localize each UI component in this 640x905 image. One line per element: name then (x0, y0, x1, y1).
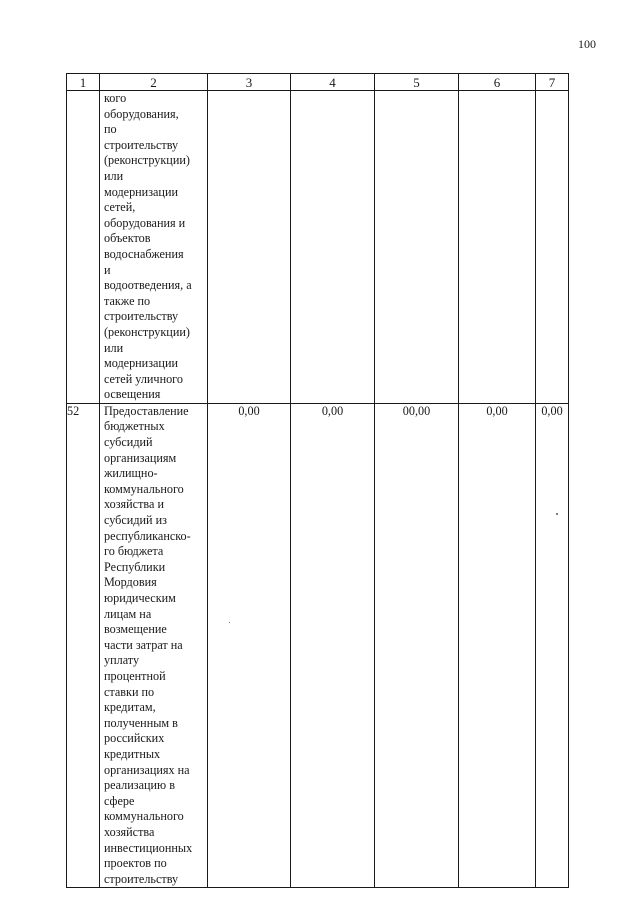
table-row-continuation (67, 91, 569, 404)
table-header-row (67, 74, 569, 91)
column-header-6: 6 (459, 74, 536, 91)
column-header-3: 3 (208, 74, 291, 91)
scan-speck (556, 513, 558, 515)
value-cell-col3: 0,00 (208, 403, 291, 887)
table-row-52 (67, 403, 569, 887)
value-cell-col4 (291, 91, 375, 404)
row-description: кого оборудования, по строительству (реконструкции) или модернизации сетей, оборудования и объектов водоснабжения и водоотведения, а также по строительству (реконструкции) или модернизации сетей уличного освещения (104, 91, 192, 402)
value-cell-col6: 0,00 (459, 403, 536, 887)
value-cell-col7: 0,00 (536, 403, 569, 887)
value-cell-col5 (375, 91, 459, 404)
value-cell-col4: 0,00 (291, 403, 375, 887)
scan-speck (229, 622, 230, 623)
value-cell-col7 (536, 91, 569, 404)
row-number-cell: 52 (67, 403, 100, 887)
description-cell (100, 91, 208, 404)
column-header-4: 4 (291, 74, 375, 91)
column-header-2: 2 (100, 74, 208, 91)
row-description: Предоставление бюджетных субсидий организациям жилищно- коммунального хозяйства и субсидий из республиканско- го бюджета Республики Мордовия юридическим лицам на возмещение части затрат на уплату процентной ставки по кредитам, полученным в российских кредитных организациях на реализацию в сфере коммунального хозяйства инвестиционных проектов по строительству (104, 403, 193, 886)
column-header-5: 5 (375, 74, 459, 91)
page-number: 100 (578, 37, 596, 51)
row-number-cell (67, 91, 100, 404)
budget-table (66, 73, 569, 888)
description-cell (100, 403, 208, 887)
column-header-7: 7 (536, 74, 569, 91)
value-cell-col5: 00,00 (375, 403, 459, 887)
value-cell-col6 (459, 91, 536, 404)
column-header-1: 1 (67, 74, 100, 91)
value-cell-col3 (208, 91, 291, 404)
